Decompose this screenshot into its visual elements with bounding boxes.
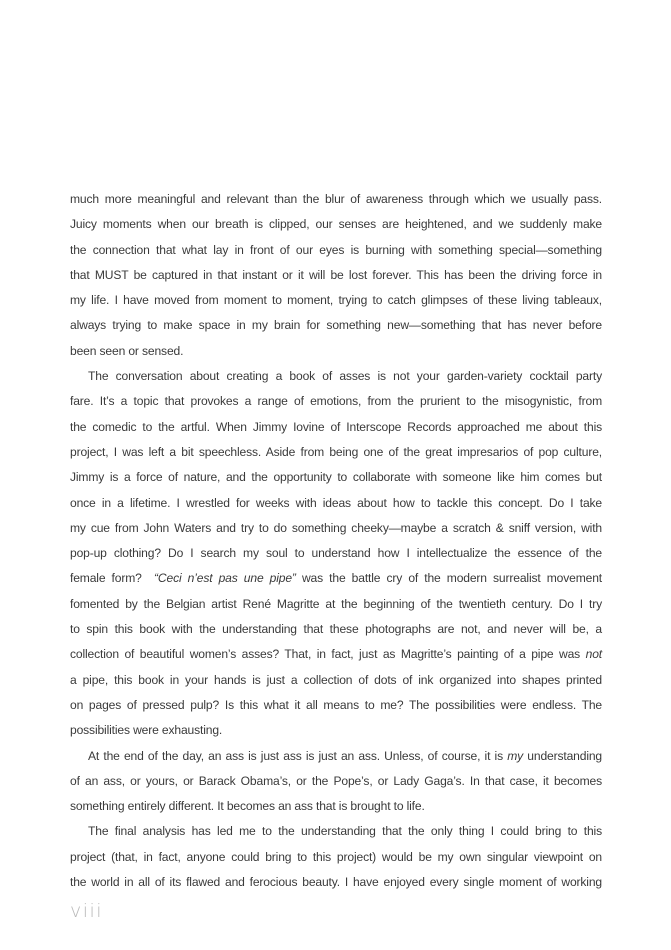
text-line: once in a lifetime. I wrestled for weeks with ideas about how to tackle this concept. Do I take [70, 495, 602, 510]
text-line: on pages of pressed pulp? Is this what it all means to me? The possibilities were endless. The [70, 697, 602, 712]
text-line: been seen or sensed. [70, 343, 184, 358]
text-line: fare. It’s a topic that provokes a range of emotions, from the prurient to the misogynistic, from [70, 394, 602, 409]
emphasis-my: my [507, 748, 524, 763]
text-line: possibilities were exhausting. [70, 723, 223, 738]
text-line: fomented by the Belgian artist René Magritte at the beginning of the twentieth century. Do I try [70, 596, 602, 611]
text-line: my cue from John Waters and try to do something cheeky—maybe a scratch & sniff version, with [70, 520, 602, 535]
text-line: The final analysis has led me to the understanding that the only thing I could bring to this [88, 824, 602, 839]
text-line: The conversation about creating a book of asses is not your garden-variety cocktail party [88, 369, 602, 384]
text-segment: was the battle cry of the modern surrealist movement [301, 571, 603, 586]
text-line: a pipe, this book in your hands is just a collection of dots of ink organized into shapes printed [70, 672, 602, 687]
magritte-quote: “Ceci n’est pas une pipe” [154, 571, 296, 586]
text-line: much more meaningful and relevant than the blur of awareness through which we usually pass. [70, 192, 602, 206]
text-line: always trying to make space in my brain for something new—something that has never before [70, 318, 602, 333]
text-segment: understanding [527, 748, 603, 763]
text-line: Juicy moments when our breath is clipped, our senses are heightened, and we suddenly make [70, 217, 602, 232]
text-line: Jimmy is a force of nature, and the opportunity to collaborate with someone like him comes but [70, 470, 602, 485]
text-line: that MUST be captured in that instant or it will be lost forever. This has been the driving force in [70, 267, 602, 282]
text-line: pop-up clothing? Do I search my soul to understand how I intellectualize the essence of the [70, 546, 602, 561]
text-line [70, 566, 602, 591]
text-segment: female form? [70, 571, 142, 586]
text-line: the world in all of its flawed and ferocious beauty. I have enjoyed every single moment of working [70, 875, 602, 890]
text-line: my life. I have moved from moment to moment, trying to catch glimpses of these living tableaux, [70, 293, 602, 308]
paragraph-2 [70, 364, 602, 743]
page-number: viii [70, 900, 104, 922]
text-line: project (that, in fact, anyone could bring to this project) would be my own singular viewpoint on [70, 849, 602, 864]
paragraph-1 [70, 187, 602, 364]
body-text [70, 187, 602, 895]
text-line: something entirely different. It becomes an ass that is brought to life. [70, 799, 425, 814]
text-line: project, I was left a bit speechless. Aside from being one of the great impresarios of pop culture, [70, 444, 602, 459]
paragraph-3 [70, 744, 602, 820]
text-segment: At the end of the day, an ass is just ass is just an ass. Unless, of course, it is [88, 748, 503, 763]
text-line: to spin this book with the understanding that these photographs are not, and never will be, a [70, 622, 602, 637]
text-segment: collection of beautiful women’s asses? That, in fact, just as Magritte’s painting of a pipe was [70, 647, 581, 662]
text-line: the connection that what lay in front of our eyes is burning with something special—something [70, 242, 602, 257]
emphasis-not: not [585, 647, 602, 662]
text-line [70, 744, 602, 769]
text-line [70, 642, 602, 667]
text-line: the comedic to the artful. When Jimmy Iovine of Interscope Records approached me about this [70, 419, 602, 434]
paragraph-4 [70, 819, 602, 895]
text-line: of an ass, or yours, or Barack Obama’s, or the Pope’s, or Lady Gaga’s. In that case, it becomes [70, 773, 602, 788]
